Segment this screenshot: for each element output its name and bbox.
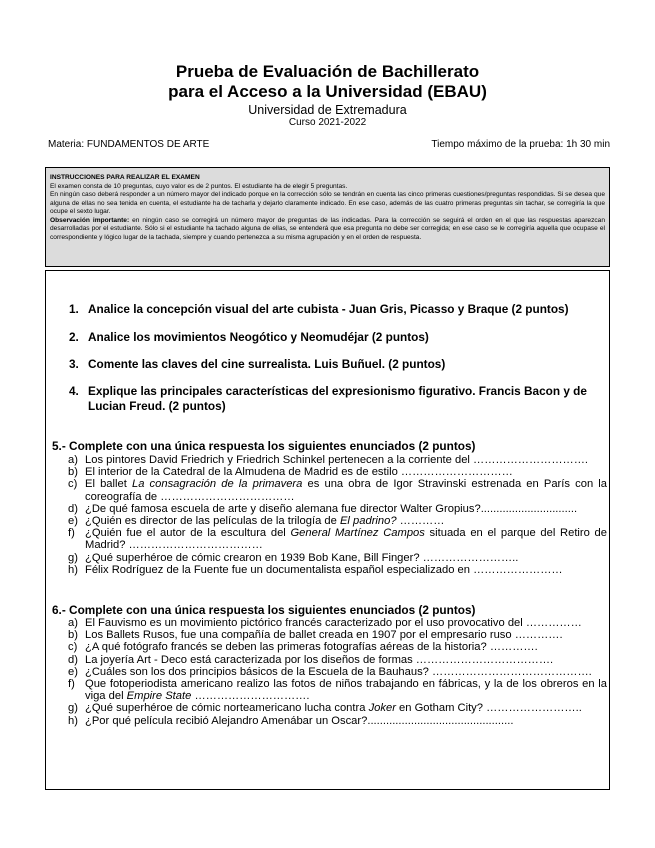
item-text: ¿Por qué película recibió Alejandro Amenábar un Oscar?............................................... <box>85 714 514 727</box>
item-letter: a) <box>68 617 78 629</box>
item-text-pre: ¿Quién fue el autor de la escultura del <box>85 527 291 540</box>
subject-label: Materia: FUNDAMENTOS DE ARTE <box>48 139 210 150</box>
item-letter: f) <box>68 527 75 540</box>
item-text-post: ………… <box>396 515 445 528</box>
item-text-pre: Que fotoperiodista americano realizo las fotos de niños trabajando en fábricas, y la de los obreros en la viga del <box>85 678 607 703</box>
item-text-post: …………………………. <box>191 690 310 703</box>
item-text-italic: Empire State <box>126 690 192 703</box>
item-text: Félix Rodríguez de la Fuente fue un documentalista español especializado en …………………… <box>85 563 563 576</box>
item-text-italic: El padrino? <box>339 515 397 528</box>
list-item <box>52 503 607 515</box>
time-limit-label: Tiempo máximo de la prueba: 1h 30 min <box>431 139 610 150</box>
list-item <box>52 617 607 629</box>
item-letter: b) <box>68 629 78 642</box>
list-item <box>52 454 607 466</box>
item-letter: d) <box>68 502 78 515</box>
item-letter: h) <box>68 563 78 576</box>
item-text: ¿A qué fotógrafo francés se deben las primeras fotografías aéreas de la historia? …………. <box>85 641 538 654</box>
item-letter: d) <box>68 653 78 666</box>
item-letter: g) <box>68 551 78 564</box>
item-letter: f) <box>68 678 75 691</box>
instructions-paragraph-1: El examen consta de 10 preguntas, cuyo valor es de 2 puntos. El estudiante ha de elegir 5 preguntas. <box>50 182 348 190</box>
question-number: 4. <box>69 384 79 398</box>
section-5-items <box>52 454 607 576</box>
question-text: Analice la concepción visual del arte cubista - Juan Gris, Picasso y Braque (2 puntos) <box>88 302 569 316</box>
item-letter: c) <box>68 641 78 654</box>
list-item <box>52 715 607 727</box>
item-text: La joyería Art - Deco está caracterizada por los diseños de formas ………………………………. <box>85 653 554 666</box>
observation-label: Observación importante: <box>50 216 130 224</box>
list-item <box>52 515 607 527</box>
course-year: Curso 2021-2022 <box>288 117 367 128</box>
item-text-pre: ¿Quién es director de las películas de la trilogía de <box>85 515 340 528</box>
list-item <box>52 552 607 564</box>
list-item <box>52 527 607 551</box>
instructions-observation <box>50 217 605 243</box>
question-number: 1. <box>69 302 79 316</box>
section-6-title: 6.- Complete con una única respuesta los siguientes enunciados (2 puntos) <box>52 603 476 617</box>
item-letter: e) <box>68 665 78 678</box>
observation-text: en ningún caso se corregirá un número mayor de preguntas de las indicadas. Para la corrección se seguirá el orden en el que las respuestas aparezcan desarrolladas por el estudiante. Sólo si el estudiante ha tachado alguna de ellas, se entenderá que esa pregunta no debe ser corregida; en ese caso se le corregiría aquella que ocupase el correspondiente y lógico lugar de la tachada, siempre y cuando pertenezca a su misma agrupación y en el orden de respuesta. <box>50 216 606 241</box>
list-item <box>52 478 607 502</box>
list-item <box>52 702 607 714</box>
item-text-italic: La consagración de la primavera <box>131 478 303 491</box>
question-text: Analice los movimientos Neogótico y Neomudéjar (2 puntos) <box>88 330 429 344</box>
item-letter: a) <box>68 454 78 466</box>
item-text-pre: ¿Qué superhéroe de cómic norteamericano lucha contra <box>85 702 369 715</box>
section-5-title: 5.- Complete con una única respuesta los siguientes enunciados (2 puntos) <box>52 439 476 453</box>
exam-title-line-2: para el Acceso a la Universidad (EBAU) <box>168 82 487 101</box>
item-letter: g) <box>68 702 78 715</box>
question-text: Comente las claves del cine surrealista. Luis Buñuel. (2 puntos) <box>88 357 446 371</box>
instructions-paragraph-2: En ningún caso deberá responder a un número mayor del indicado porque en la corrección sólo se tendrán en cuenta las cinco primeras cuestiones/preguntas respondidas. Si se desea que alguna de ellas no sea tenida en cuenta, el estudiante ha de tacharla y dejarlo claramente indicado. En ese caso, además de las cuatro primeras preguntas sin tachar, se corregiría la que ocupe el sexto lugar. <box>50 191 605 215</box>
item-text: El interior de la Catedral de la Almudena de Madrid es de estilo ………………………… <box>85 466 513 479</box>
list-item <box>52 641 607 653</box>
item-text-pre: El ballet <box>85 478 132 491</box>
item-text-italic: General Martínez Campos <box>290 527 425 540</box>
item-text-post: es una obra de Igor Stravinski estrenada en París con la coreografía de ……………………………… <box>85 478 608 503</box>
instructions-title: INSTRUCCIONES PARA REALIZAR EL EXAMEN <box>50 174 200 181</box>
item-letter: c) <box>68 478 78 491</box>
item-text-post: situada en el parque del Retiro de Madrid? ……………………………… <box>85 527 607 552</box>
item-text: ¿Qué superhéroe de cómic crearon en 1939 Bob Kane, Bill Finger? …………………….. <box>85 551 519 564</box>
item-text: ¿De qué famosa escuela de arte y diseño alemana fue director Walter Gropius?............................... <box>85 502 578 515</box>
question-text: Explique las principales características del expresionismo figurativo. Francis Bacon y de Lucian Freud. (2 puntos) <box>88 384 587 413</box>
list-item <box>52 654 607 666</box>
item-letter: b) <box>68 466 78 479</box>
item-text: ¿Cuáles son los dos principios básicos de la Escuela de la Bauhaus? ……………………………………. <box>85 665 592 678</box>
item-text-post: en Gotham City? …………………….. <box>395 702 582 715</box>
instructions-box <box>45 167 610 267</box>
list-item <box>52 564 607 576</box>
item-text-italic: Joker <box>368 702 396 715</box>
item-text: Los pintores David Friedrich y Friedrich Schinkel pertenecen a la corriente del …………………………. <box>85 454 589 466</box>
item-letter: h) <box>68 714 78 727</box>
exam-title-line-1: Prueba de Evaluación de Bachillerato <box>175 62 480 81</box>
item-text: Los Ballets Rusos, fue una compañía de ballet creada en 1907 por el empresario ruso …………. <box>85 629 563 642</box>
section-6-items <box>52 617 607 727</box>
question-number: 2. <box>69 330 79 344</box>
exam-meta <box>48 138 610 152</box>
list-item <box>52 629 607 641</box>
list-item <box>52 666 607 678</box>
item-text: El Fauvismo es un movimiento pictórico francés caracterizado por el uso provocativo del …………… <box>85 617 582 629</box>
list-item <box>52 678 607 702</box>
question-number: 3. <box>69 357 79 371</box>
exam-header <box>0 62 655 129</box>
university-name: Universidad de Extremadura <box>248 103 407 117</box>
item-letter: e) <box>68 515 78 528</box>
list-item <box>52 466 607 478</box>
